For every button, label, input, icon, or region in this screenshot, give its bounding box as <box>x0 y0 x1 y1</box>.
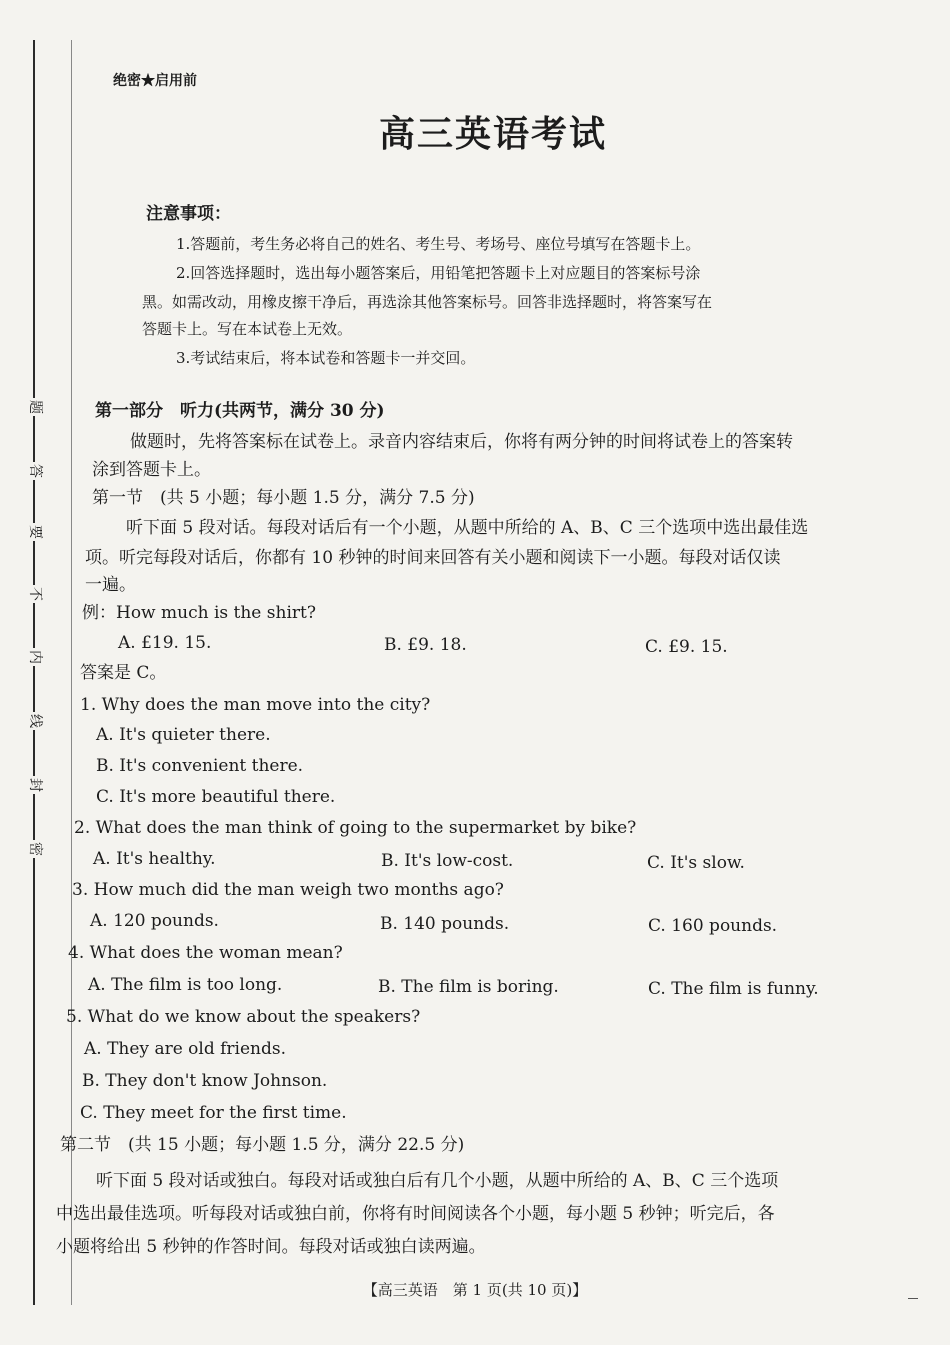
secret-mark: 绝密★启用前 <box>113 73 197 89</box>
page-title: 高三英语考试 <box>378 113 607 155</box>
example-answer: 答案是 C。 <box>80 663 167 683</box>
question-option: A. They are old friends. <box>84 1039 286 1059</box>
binding-char: 内 <box>27 650 43 664</box>
binding-char: 题 <box>27 400 43 414</box>
question-option: B. The film is boring. <box>378 977 559 997</box>
question-stem: 1. Why does the man move into the city? <box>80 695 431 715</box>
question-option: C. It's more beautiful there. <box>96 787 336 807</box>
question-option: A. The film is too long. <box>88 975 283 995</box>
binding-char: 线 <box>27 714 43 728</box>
notice-line: 答题卡上。写在本试卷上无效。 <box>142 320 353 338</box>
binding-line <box>33 40 35 1305</box>
question-stem: 2. What does the man think of going to the supermarket by bike? <box>74 818 637 838</box>
notice-line: 2.回答选择题时，选出每小题答案后，用铅笔把答题卡上对应题目的答案标号涂 <box>176 264 701 282</box>
example-option: A. £19. 15. <box>118 633 212 653</box>
question-option: A. 120 pounds. <box>90 911 219 931</box>
binding-char: 密 <box>27 842 43 856</box>
binding-char: 封 <box>27 778 43 792</box>
question-option: B. It's low-cost. <box>381 851 514 871</box>
question-option: C. They meet for the first time. <box>80 1103 347 1123</box>
example-option: B. £9. 18. <box>384 635 467 655</box>
binding-char: 答 <box>27 464 43 478</box>
question-option: C. It's slow. <box>647 853 745 873</box>
section1-instruction-line: 听下面 5 段对话。每段对话后有一个小题，从题中所给的 A、B、C 三个选项中选出最佳选 <box>126 518 809 538</box>
notice-line: 3.考试结束后，将本试卷和答题卡一并交回。 <box>176 349 476 367</box>
section1-instruction-line: 一遍。 <box>85 575 136 595</box>
section2-instruction-line: 听下面 5 段对话或独白。每段对话或独白后有几个小题，从题中所给的 A、B、C 三个选项 <box>96 1171 779 1191</box>
section2-instruction-line: 小题将给出 5 秒钟的作答时间。每段对话或独白读两遍。 <box>56 1237 486 1257</box>
section1-heading: 第一节 (共 5 小题；每小题 1.5 分，满分 7.5 分) <box>92 488 475 508</box>
binding-guide-line <box>71 40 72 1305</box>
question-option: B. It's convenient there. <box>96 756 304 776</box>
question-option: A. It's quieter there. <box>96 725 271 745</box>
part1-intro-line: 涂到答题卡上。 <box>92 460 211 480</box>
example-question: 例：How much is the shirt? <box>82 603 316 623</box>
question-stem: 3. How much did the man weigh two months ago? <box>72 880 504 900</box>
part1-intro-line: 做题时，先将答案标在试卷上。录音内容结束后，你将有两分钟的时间将试卷上的答案转 <box>130 432 793 452</box>
question-stem: 4. What does the woman mean? <box>68 943 343 963</box>
notice-line: 1.答题前，考生务必将自己的姓名、考生号、考场号、座位号填写在答题卡上。 <box>176 235 701 253</box>
question-option: C. The film is funny. <box>648 979 819 999</box>
notice-line: 黑。如需改动，用橡皮擦干净后，再选涂其他答案标号。回答非选择题时，将答案写在 <box>142 293 713 311</box>
corner-mark <box>908 1298 918 1299</box>
question-option: B. They don't know Johnson. <box>82 1071 328 1091</box>
question-option: C. 160 pounds. <box>648 916 778 936</box>
binding-char: 要 <box>27 525 43 539</box>
question-stem: 5. What do we know about the speakers? <box>66 1007 421 1027</box>
part1-heading: 第一部分 听力(共两节，满分 30 分) <box>95 401 385 421</box>
section2-instruction-line: 中选出最佳选项。听每段对话或独白前，你将有时间阅读各个小题，每小题 5 秒钟；听完后，各 <box>56 1204 775 1224</box>
question-option: A. It's healthy. <box>93 849 216 869</box>
example-option: C. £9. 15. <box>645 637 728 657</box>
section2-heading: 第二节 (共 15 小题；每小题 1.5 分，满分 22.5 分) <box>60 1135 465 1155</box>
notice-heading: 注意事项： <box>146 204 231 224</box>
section1-instruction-line: 项。听完每段对话后，你都有 10 秒钟的时间来回答有关小题和阅读下一小题。每段对话仅读 <box>85 548 781 568</box>
question-option: B. 140 pounds. <box>380 914 510 934</box>
page-footer: 【高三英语 第 1 页(共 10 页)】 <box>362 1281 588 1299</box>
binding-char: 不 <box>27 587 43 601</box>
